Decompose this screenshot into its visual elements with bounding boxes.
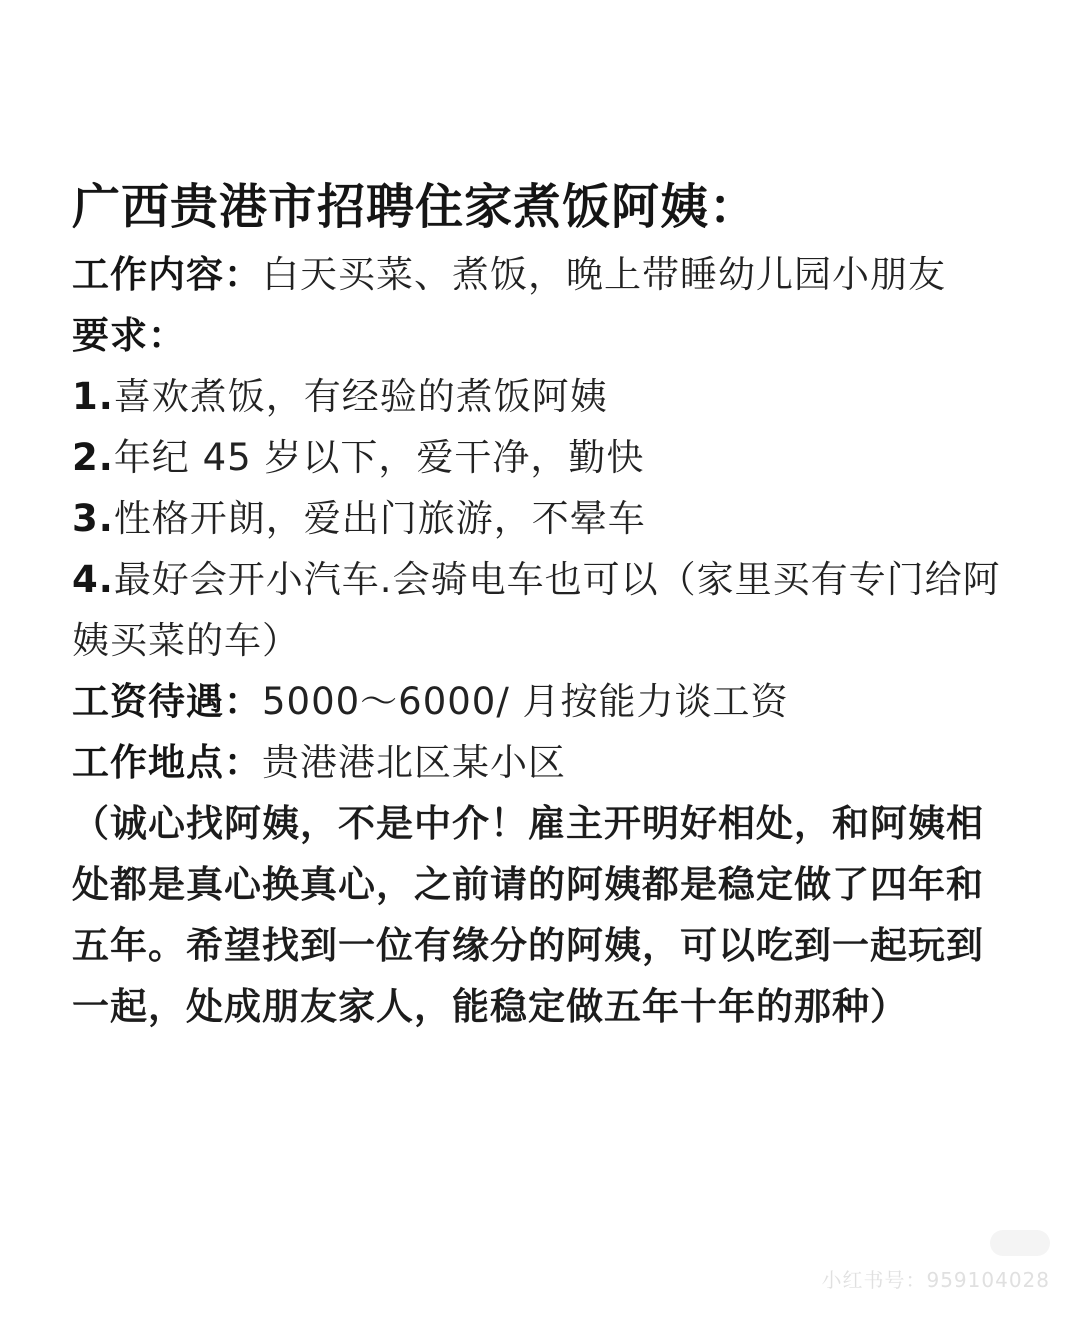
requirement-item (72, 427, 1002, 488)
requirement-number: 2. (72, 436, 114, 479)
salary-label: 工资待遇： (72, 680, 262, 723)
work-content-value: 白天买菜、煮饭，晚上带睡幼儿园小朋友 (262, 253, 946, 296)
xiaohongshu-logo-icon (990, 1230, 1050, 1256)
location-value: 贵港港北区某小区 (262, 741, 566, 784)
salary-line (72, 671, 1002, 732)
requirement-text: 年纪 45 岁以下，爱干净，勤快 (113, 436, 645, 479)
location-line (72, 732, 1002, 793)
requirement-item (72, 488, 1002, 549)
requirement-item (72, 549, 1002, 671)
requirements-heading (72, 305, 1002, 366)
requirement-text: 最好会开小汽车.会骑电车也可以（家里买有专门给阿姨买菜的车） (72, 558, 1001, 662)
requirement-number: 3. (72, 497, 114, 540)
requirement-text: 喜欢煮饭，有经验的煮饭阿姨 (113, 375, 608, 418)
location-label: 工作地点： (72, 741, 262, 784)
post-title: 广西贵港市招聘住家煮饭阿姨： (72, 179, 759, 235)
requirement-item (72, 366, 1002, 427)
work-content-label: 工作内容： (72, 253, 262, 296)
requirements-label: 要求： (72, 314, 186, 357)
work-content-line (72, 244, 1002, 305)
salary-value: 5000～6000/ 月按能力谈工资 (262, 680, 789, 723)
requirement-number: 4. (72, 558, 114, 601)
job-post (72, 172, 1002, 1037)
requirement-text: 性格开朗，爱出门旅游，不晕车 (113, 497, 646, 540)
requirement-number: 1. (72, 375, 114, 418)
watermark (821, 1230, 1050, 1293)
employer-note: （诚心找阿姨，不是中介！雇主开明好相处，和阿姨相处都是真心换真心，之前请的阿姨都是稳定做了四年和五年。希望找到一位有缘分的阿姨，可以吃到一起玩到一起，处成朋友家人，能稳定做五年十年的那种） (72, 802, 984, 1028)
watermark-text: 小红书号：959104028 (821, 1268, 1050, 1292)
